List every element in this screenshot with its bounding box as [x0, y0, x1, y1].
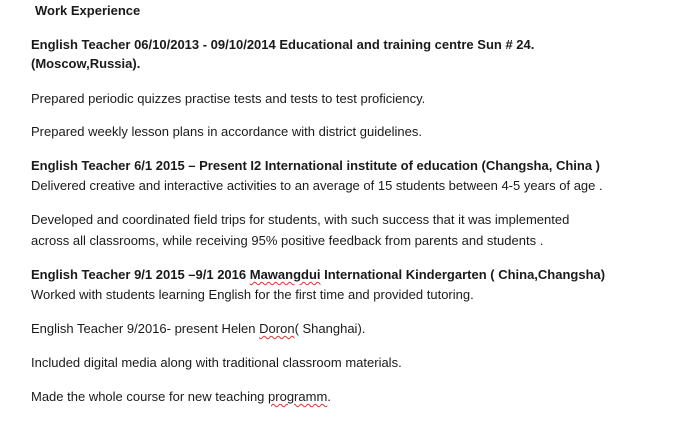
job4-duty1: Included digital media along with traditional classroom materials.: [31, 355, 402, 370]
section-title: Work Experience: [35, 3, 141, 18]
job4-header-suffix: ( Shanghai).: [294, 321, 366, 336]
job1-header-line1: English Teacher 06/10/2013 - 09/10/2014 Educational and training centre Sun # 24.: [31, 37, 535, 52]
job3-header-suffix: International Kindergarten ( China,Changsha): [320, 267, 606, 282]
job3-header-prefix: English Teacher 9/1 2015 –9/1 2016: [31, 267, 250, 282]
job4-duty2-flagged-word: programm: [268, 389, 328, 404]
job2-duty2-line2: across all classrooms, while receiving 95% positive feedback from parents and students .: [31, 233, 544, 248]
job4-header: [31, 321, 365, 337]
job4-header-prefix: English Teacher 9/2016- present Helen: [31, 321, 260, 336]
job3-duty1: Worked with students learning English for the first time and provided tutoring.: [31, 287, 474, 302]
job2-duty1: Delivered creative and interactive activities to an average of 15 students between 4-5 years of age .: [31, 178, 603, 193]
job4-duty2-suffix: .: [327, 389, 331, 404]
job2-header: English Teacher 6/1 2015 – Present I2 International institute of education (Changsha, China ): [31, 158, 600, 173]
job2-duty2-line1: Developed and coordinated field trips for students, with such success that it was implemented: [31, 212, 570, 227]
job1-header-line2: (Moscow,Russia).: [31, 56, 141, 71]
job1-duty1: Prepared periodic quizzes practise tests and tests to test proficiency.: [31, 91, 426, 106]
job3-header: [31, 267, 605, 283]
job4-duty2: [31, 389, 331, 405]
job4-header-flagged-word: Doron: [259, 321, 295, 336]
job3-header-flagged-word: Mawangdui: [249, 267, 321, 282]
job4-duty2-prefix: Made the whole course for new teaching: [31, 389, 269, 404]
job1-duty2: Prepared weekly lesson plans in accordance with district guidelines.: [31, 124, 422, 139]
